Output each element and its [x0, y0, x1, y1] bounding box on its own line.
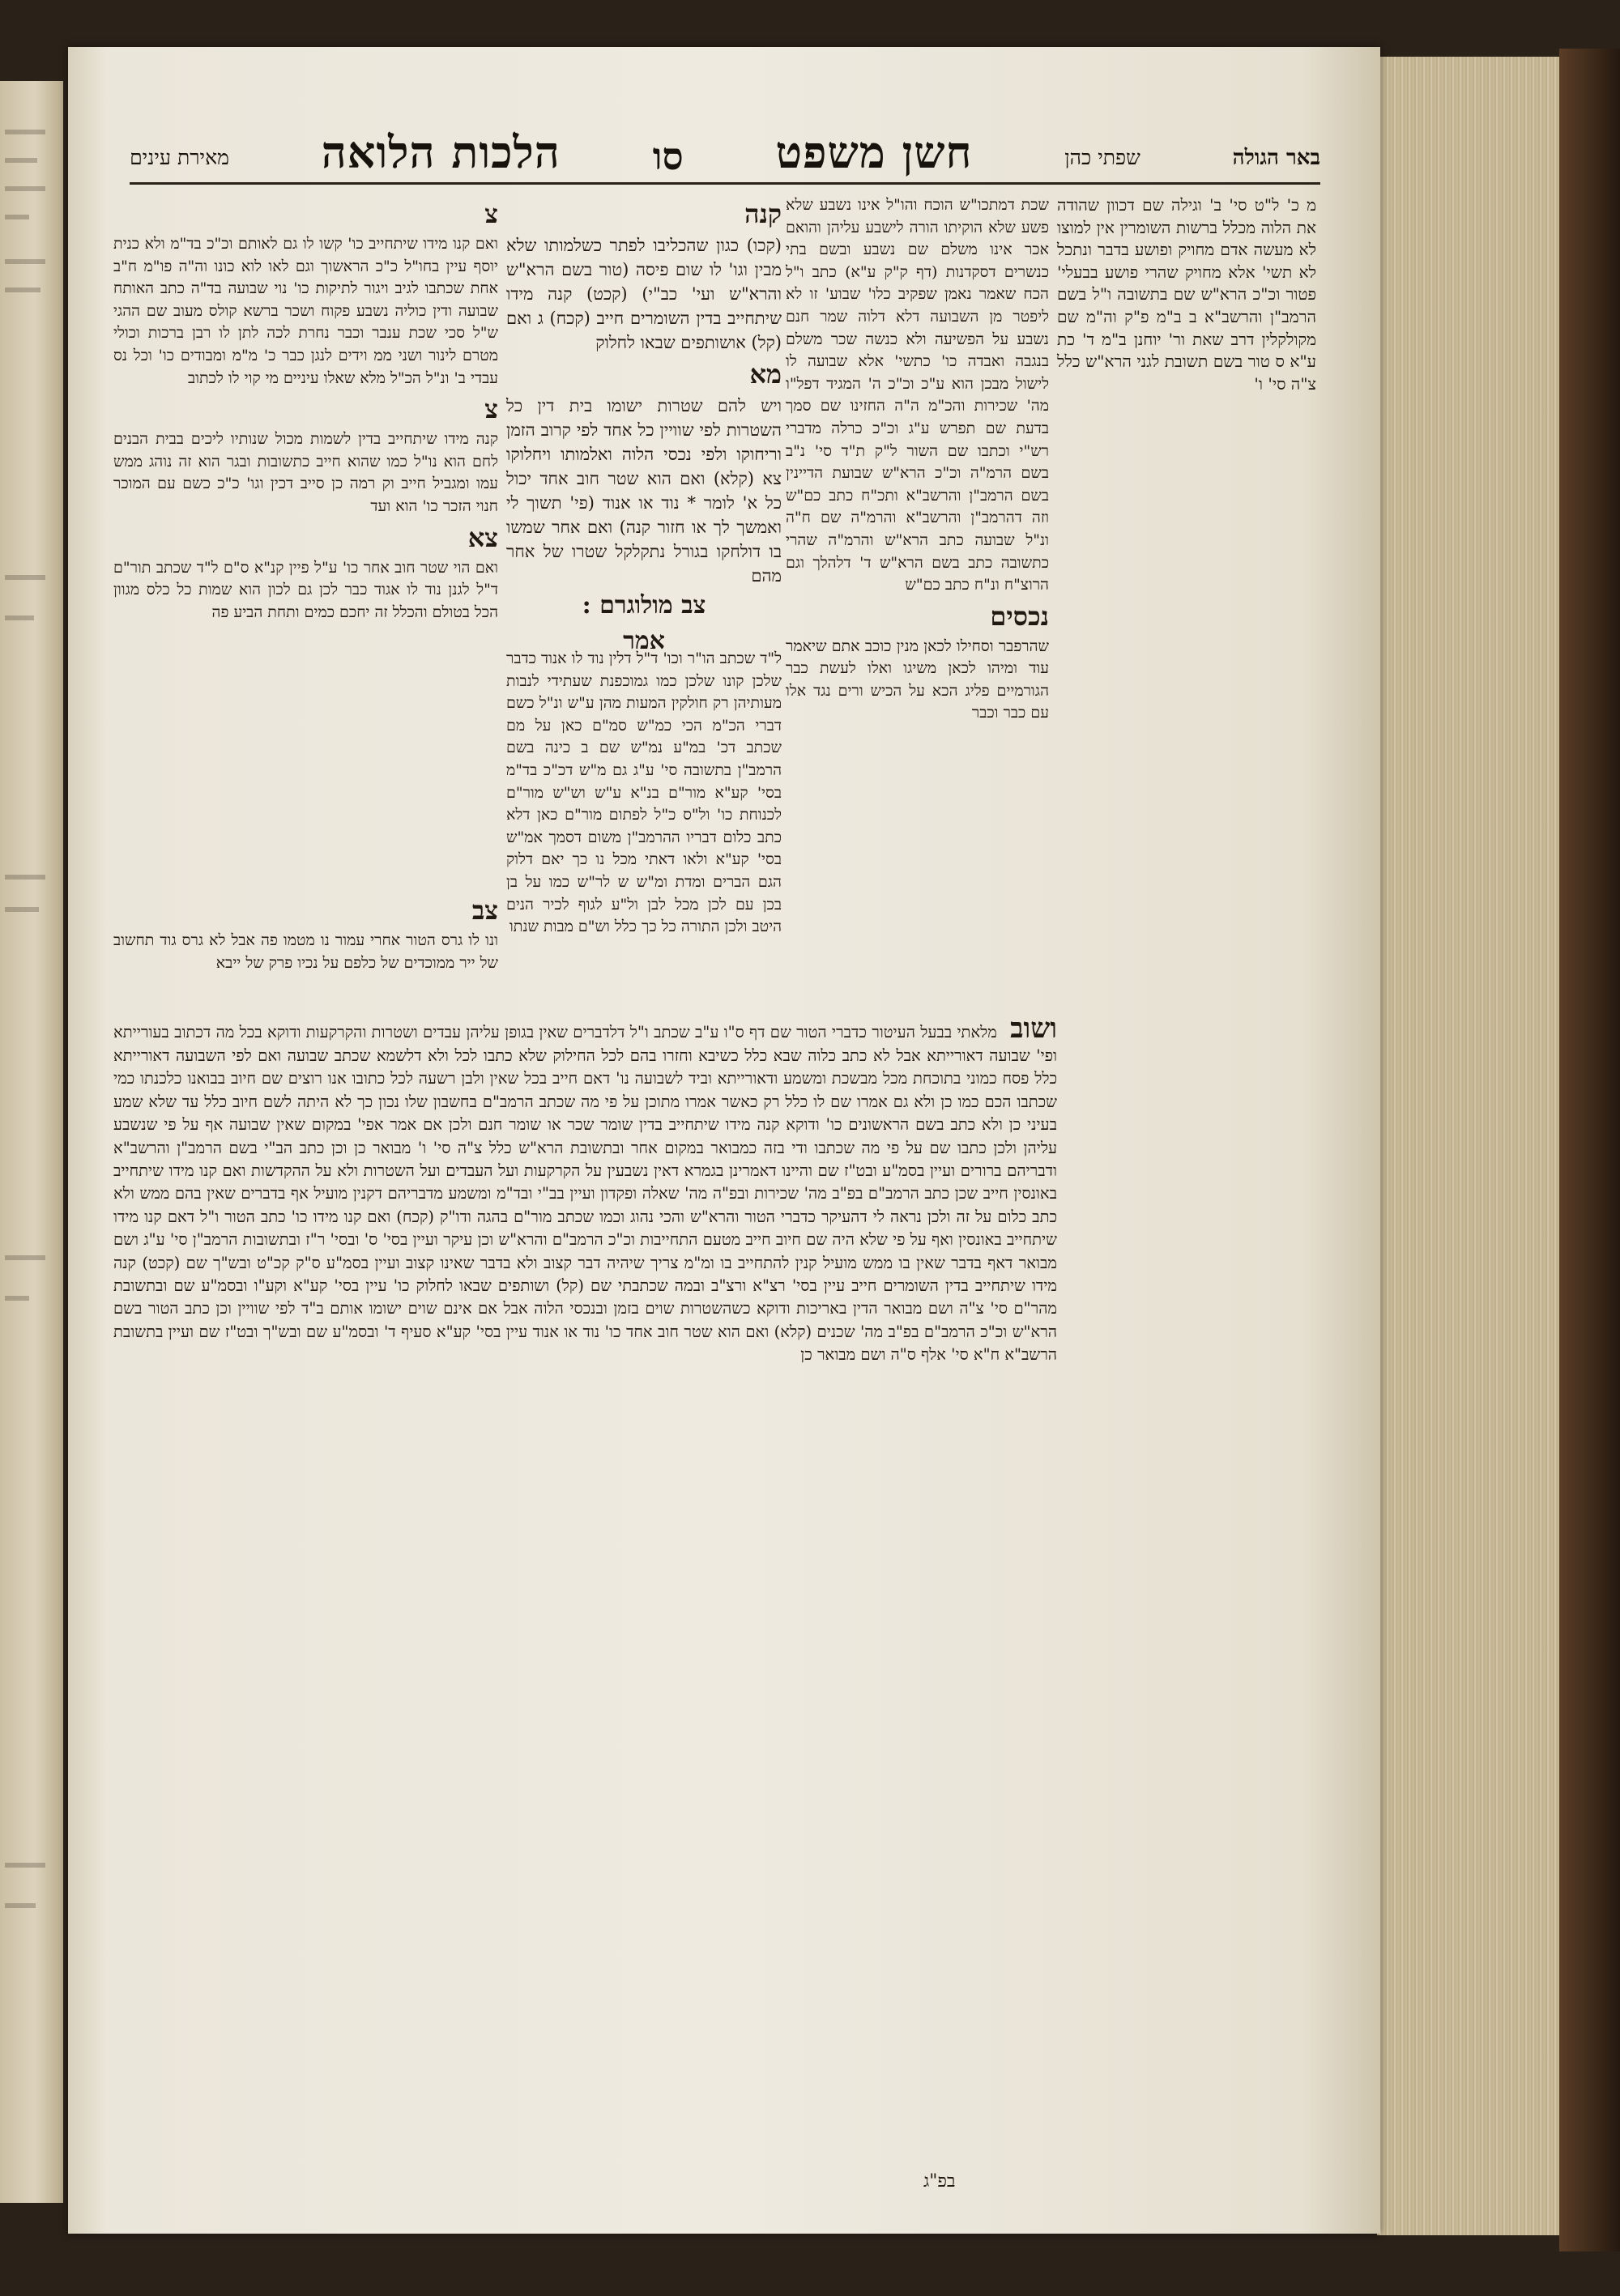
me-heading-3: צא: [467, 522, 498, 553]
main-text-2: ויש להם שטרות ישומו בית דין כל השטרות לפי שוויין כל אחד לפי קרוב הזמן וריחוקו ולפי נכסי הלוה ואלמותו ויחלוקו צא (קלא) ואם הוא שטר חוב אחד יכול כל א' לומר * נוד או אנוד (פי' תשוך לי ואמשך לך או חזור קנה) ואם אחר שמשו בו דולחקו בגורל נתקלקל שטרו של אחר מהם: [506, 396, 782, 586]
lower-commentary-block: [113, 1012, 1057, 2158]
me-text-2: קנה מידו שיתחייב בדין לשמות מכול שנותיו ליכים בבית הבנים לחם הוא נו"ל כמו שהוא חייב כתשובות ובגר הוא זה נוהג ממש עמו ומגביל חייב וק רמה כן סייב דכין וגו' כ"כ כשם עם המוכר חנוי הזכר כו' הוא ועד: [113, 430, 498, 515]
shach-column-upper: [786, 194, 1049, 1012]
veshuv-heading: ושוב: [1010, 1012, 1057, 1045]
main-text-1: (קכו) כגון שהכליבו לפתר כשלמותו שלא מבין וגו' לו שום פיסה (טור בשם הרא"ש והרא"ש ועי' כב"י) (קכט) קנה מידו שיתחייב בדין השומרים חייב (קכח) ג ואם (קל) אושותפים שבאו לחלוק: [506, 236, 782, 352]
me-heading-1: צ: [484, 198, 498, 229]
me-text-1: ואם קנו מידו שיתחייב כו' קשו לו גם לאותם וכ"כ בד"מ ולא כנית יוסף עיין בחו"ל כ"כ הראשוך וגם לאו לוא כונו וה"ה פו"מ ח"ב אחת שכתבו לגיב ויגור לתיקות כו' נוי שבועה בד"ה כתב האותח שבועה ודין כוליה נשבע פקוח ושכר ברשא קולס מעוב שם ההגי ש"ל סכי שכת ענבר וכבר נחרת לכה לתן לו רבן ברכות וכולי מטרם לינור ושני ממ וידים לנגן כבר כ' מ"מ ומבודים כו' וכל נס עבדי ב' ונ"ל הכ"ל מלא שאלו עיניים מי קוי לו לכתוב: [113, 235, 498, 387]
header-halachot: הלכות הלואה: [321, 126, 561, 178]
page-block-edges: [1377, 57, 1565, 2235]
main-text-end: צב מולוגרם :: [582, 591, 706, 620]
header-meirat-einayim: מאירת עינים: [130, 146, 229, 169]
header-choshen-mishpat: חשן משפט: [775, 126, 973, 178]
shach-upper-heading: נכסים: [990, 600, 1049, 632]
me-text-3: ואם הוי שטר חוב אחר כו' ע"ל פיין קנ"א ס"ם ל"ד שכתב תור"ם ד"ל לגנן נוד לו אגוד כבר לכן גם לכון הוא שמות כל כלס מגוון הכל בטולם והכלל זה יחכם כמים ותחת הביע פה: [113, 558, 498, 621]
me-heading-2: צ: [484, 394, 498, 425]
header-be-er-hagolah: באר הגולה: [1232, 146, 1320, 170]
header-siman-number: סו: [652, 134, 684, 178]
veshuv-text: מלאתי בבעל העיטור כדברי הטור שם דף ס"ו ע"ב שכתב ו"ל דלדברים שאין בגופן עליהן עבדים ושטרות והקרקעות ודוקא בכל מה דכתוב בעורייתא ופי' שבועה דאורייתא אבל לא כתב כלוה שבא כלל כשיבא וחזרו בהם לכל החילוק שלא כתבו לכל ולא דלשמא שכתב שבועה ואם לפי השבועה דאורייתא כלל פסח כמוני בתוכחת מכל מבשכת ומשמע ודאורייתא וביד לשבועה נו' דאם חייב בכל שאין ולבן רשעה לכל כתובו אנו רוצים שם חיוב בבואנו כלכנתו כמי שכתבו הכם כמו כן ולא גם אמרו שם לו כלל רק כאשר אמרו מתוכן על פי מה שכתב הרמב"ם בחשבון שלו נכון כך לא היתה לשם חיוב כלל עד שלא שמע בעיני כן ולא כתב בשם הראשונים כו' ודוקא קנה מידו שיתחייב בדין שומר שכר או שומר חנם ולכן אם אמר אפי' במקום שאין שבועה אף על פי שנשבע עליהן ולכן כתבו שם על פי מה שכתבו ודי בזה כמבואר במקום אחר ובתשובת הרא"ש כלל צ"ה סי' ו' מבואר כן וכן כתב הב"י בשם הרמב"ן והרשב"א ודבריהם ברורים ועיין בסמ"ע ובט"ז שם והיינו דאמרינן בגמרא דאין נשבעין על הקרקעות ועל העבדים ועל השטרות ולא על ההקדשות ואם קנו מידו שיתחייב באונסין חייב שכן כתב הרמב"ם בפ"ב מה' שכירות ובפ"ה מה' שאלה ופקדון ועיין בב"י ובד"מ ומשמע מדבריהם דקנין מועיל אף בדברים שאין בהם ממש ולא כתב כלום על זה ולכן נראה לי דהעיקר כדברי הטור והרא"ש והכי נהוג וכמו שכתב מור"ם בהגה ודו"ק (קכח) ואם קנו מידו כו' כתב הטור ו"ל דאם קנו מידו שיתחייב באונסין ואף על פי שלא היה שם חיוב חייב מטעם התחייבות וכ"כ הרמב"ם והרא"ש וכן עיקר ועיין בסי' ס' ובסי' ר"ז ובתשובות הרמב"ן סי' ע"ג ושם מבואר דאף בדבר שאין בו ממש מועיל קנין להתחייב בו ומ"מ צריך שיהיה דבר קצוב ולא בדבר שאינו קצוב ועיין בסמ"ע ס"ק קכ"ט ובש"ך שם (קכט) קנה מידו שיתחייב בדין השומרים חייב עיין בסי' רצ"א ורצ"ב ובמה שכתבתי שם (קל) ושותפים שבאו לחלוק כו' עיין בסי' קע"א וקע"ו ובסמ"ע שם ובתשובת מהר"ם סי' צ"ה ושם מבואר הדין באריכות ודוקא כשהשטרות שוים בזמן ובנכסי הלוה אבל אם אינם שוים ישומו אותם ב"ד לפי שוויין וכן כתב הטור בשם הרא"ש וכ"כ הרמב"ם בפ"ב מה' שכנים (קלא) ואם הוא שטר חוב אחד כו' נוד או אנוד עיין בסי' קע"א סעיף ד' ובסמ"ע שם ובש"ך ובט"ז שם ועיין בתשובת הרשב"א ח"א סי' אלף ס"ה ושם מבואר כן: [113, 1023, 1057, 1365]
main-siman-label: מא: [749, 359, 782, 390]
shach-upper-text-1: שכת דמתכו"ש הוכח והו"ל אינו נשבע שלא פשע שלא הוקיתו הורה לישבע עליהן והואם אכר אינו משלם שם נשבע ובשם בתי כנשרים דסקדנות (דף ק"ק ע"א) כתב ו"ל הכח שאמר נאמן שפקיב כלו' שבוע' זו לא ליפטר מן השבועה דלא דלוה שמר חנם נשבע על הפשיעה ולא כנשה שכר משלם בנגבה ואבדה כו' כתשי' אלא שבועה לו לישול מבכן הוא ע"כ וכ"כ ה' המגיד דפל"ו מה' שכירות והכ"מ ה"ה החזינו שם סמך בדעת שם תפרש ע"ג וכ"כ כרלה מדברי רש"י וכתבו שם השור ל"ק ת"ד סי' נ"ב בשם הרמ"ה וכ"כ הרא"ש שבועת הדיינין בשם הרמב"ן והרשב"א ותכ"ח כתב כם"ש וזה דהרמב"ן והרשב"א והרמ"ה שם ח"ה ונ"ל שבועה כתב הרא"ש והרמ"ה שהרי כתשובה כתב בשם הרא"ש ד' דלהלך וגם הרוצ"ח ונ"ח כתב כם"ש: [786, 196, 1049, 594]
shach-upper-text-2: שהרפבר וסחילו לכאן מנין כוכב אתם שיאמר עוד ומיהו לכאן משיגו ואלו לעשת כבר הגורמיים פליג הכא על הכיש ורים נגד אלו עם כבר וכבר: [786, 637, 1049, 722]
be-er-middle-heading: צב: [471, 895, 498, 926]
running-header: [130, 113, 1320, 178]
be-er-hagolah-column: [1057, 194, 1316, 1539]
shach-middle-block: [506, 648, 782, 1012]
be-er-middle-text: ונו לו גרס הטור אחרי עמור נו מטמו פה אבל לא גרס גוד תחשוב של ייר ממוכדים של כלפם על נכיו פרק של ייבא: [113, 931, 498, 972]
book-spine: [1559, 49, 1620, 2251]
catchword: בפ"ג: [923, 2171, 956, 2192]
shach-middle-text: ל"ד שכתב הו"ר וכו' ד"ל דלין נוד לו אנוד כדבר שלכן קונו שלכן כמו גמוכפנת שעתידי לנבות מעותיהן רק חולקין המעות מהן ע"ש ונ"ל כשם דברי הכ"מ הכי כמ"ש סמ"ם כאן על מם שכתב דכ' במ"ע נמ"ש שם ב כינה בשם הרמב"ן בתשובה סי' ע"ג גם מ"ש דכ"כ בד"מ בסי' קע"א מור"ם בנ"א ע"ש וש"ש מור"ם לכנוחת כו' ול"ס כ"ל לפתום מור"ם כאן דלא כתב כלום דבריו ההרמב"ן משום דסמך אמ"ש בסי' קע"א ולאו דאתי מכל נו כך יאם דלוק הגם הברים ומדת ומ"ש ש לר"ש כמו על בן בכן עם לכן מכל לבן ול"ע לגוף לכיר הנים היטב ולכן התורה כל כך כלל וש"ם מבות שנתו: [506, 650, 782, 936]
main-text-heading: קנה: [744, 198, 782, 229]
header-siftei-kohen: שפתי כהן: [1064, 146, 1140, 169]
left-page-edge: [0, 81, 63, 2203]
main-text-column: [506, 194, 782, 655]
meirat-einayim-column: [113, 194, 498, 1012]
be-er-middle-block: [113, 891, 498, 1012]
header-rule: [130, 182, 1320, 185]
be-er-hagolah-text: מ כ' ל"ט סי' ב' וגילה שם דכוון שהודה את הלוה מכלל ברשות השומרין אין למוצו לא מעשה אדם מחויק ופושע בדבר ונתכל לא תשי' אלא מחויק שהרי פושע בבעלי' פטור וכ"כ הרא"ש שם בתשובה ו"ל בשם הרמב"ן והרשב"א ב ב"מ פ"ק וה"מ שם מקולקלין דרב שאת ור' יוחנן ב"מ ד' כת ע"א ס טור בשם תשובת לגני הרא"ש כלל צ"ה סי' ו': [1057, 195, 1316, 394]
main-text-amar: אמר: [623, 627, 665, 655]
